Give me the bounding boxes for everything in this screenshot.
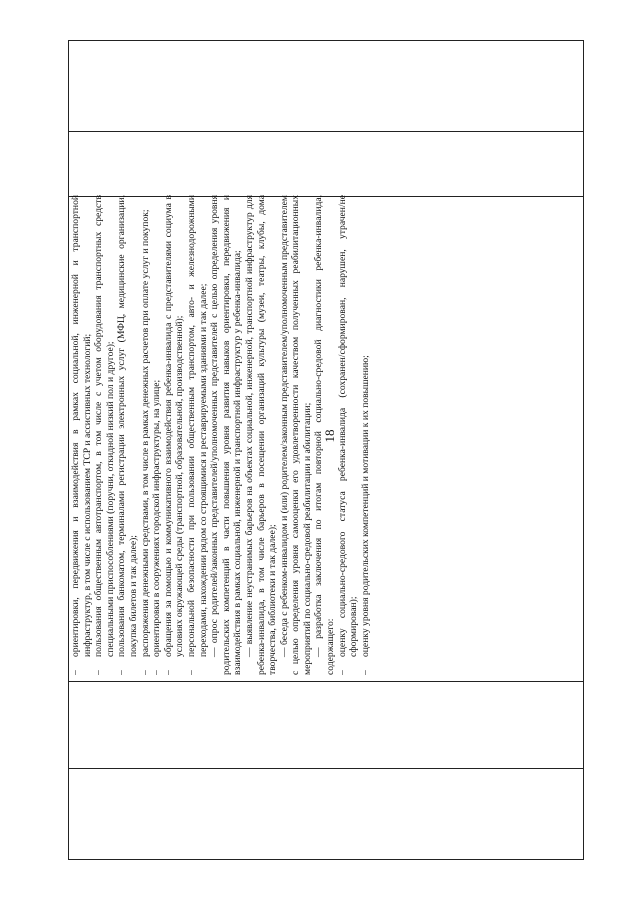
- list-item: [151, 195, 163, 675]
- list-item-text: ориентировки, передвижения и взаимодействия в рамках социальной, инженерной и транспортной инфраструктур, в том числе с использованием ТСР и ассистивных технологий;: [70, 195, 93, 657]
- list-dash: –: [116, 670, 128, 675]
- paragraph: [313, 195, 336, 675]
- list-dash: –: [359, 670, 371, 675]
- table-cell-content: [70, 195, 582, 675]
- list-item-text: распоряжения денежными средствами, в том числе в рамках денежных расчетов при оплате услуг и покупок;: [139, 209, 151, 657]
- list-item: [163, 195, 186, 675]
- paragraph-text: выявление неустранимых барьеров на объектах социальной, инженерной, транспортной инфраструктур для ребенка-инвалида, в том числе барьеров в посещении организаций культуры (музеи, театры, клубы, дома творчества, библиотеки и так далее);: [243, 195, 279, 675]
- paragraph: [209, 195, 244, 675]
- list-item-text: пользования общественным автотранспортом, в том числе с учетом оборудования транспортных средств специальными приспособлениями (поручни, откидной низкий пол и другое);: [93, 195, 116, 657]
- page-number: 18: [322, 429, 337, 443]
- list-dash: –: [151, 670, 163, 675]
- list-item-text: пользования банкоматом, терминалами регистрации электронных услуг (МФЦ, медицинские организации, покупка билетов и так далее);: [116, 195, 139, 657]
- list-dash: –: [336, 670, 348, 675]
- table-row-divider: [69, 768, 583, 769]
- list-item-text: персональной безопасности при пользовании общественным транспортом, авто- и железнодорожными переходами, нахождении рядом со строящимися и реставрируемыми зданиями и так далее;: [185, 195, 209, 657]
- rotated-text-block: [70, 195, 582, 675]
- list-item: [337, 195, 360, 675]
- table-row-divider: [69, 681, 583, 682]
- table-row-divider: [69, 131, 583, 132]
- list-dash: –: [70, 670, 81, 675]
- list-dash: –: [139, 670, 151, 675]
- paragraph-dash: —: [209, 647, 221, 657]
- paragraph-dash: —: [278, 647, 290, 657]
- list-item-text: оценку социально-средового статуса ребенка-инвалида (сохранен/сформирован, нарушен, утрачен/не сформирован);: [336, 195, 360, 657]
- list-item: [116, 195, 139, 675]
- list-item: [360, 195, 372, 675]
- paragraph-text: опрос родителей/законных представителей/уполномоченных представителей с целью определения уровня родительских компетенций в части повышения уровня развития навыков ориентировки, передвижения и взаимодействия в рамках социальной, инженерной и транспортной инфраструктур у ребенка-инвалида;: [209, 195, 244, 675]
- paragraph-text: беседа с ребенком-инвалидом и (или) родителем/законным представителем/уполномоченным представителем с целью определения уровня самооценки его удовлетворенности качеством полученных реабилитационных мероприятий по социально-средовой реабилитации и абилитации;: [278, 195, 313, 675]
- list-item-text: обращения за помощью и коммуникативного взаимодействия ребенка-инвалида с представителями социума в условиях окружающей среды (транспортной, образовательной, производственной);: [162, 195, 186, 657]
- paragraph-dash: —: [313, 647, 325, 657]
- list-item-text: ориентировки в сооружениях городской инфраструктуры, на улице;: [151, 379, 163, 657]
- list-item-text: оценку уровня родительских компетенций и мотивации к их повышению;: [359, 355, 371, 657]
- list-dash: –: [162, 670, 174, 675]
- list-dash: –: [185, 670, 197, 675]
- list-item: [186, 195, 209, 675]
- paragraph: [244, 195, 279, 675]
- list-item: [70, 195, 93, 675]
- list-dash: –: [93, 670, 105, 675]
- paragraph: [279, 195, 314, 675]
- list-item: [140, 195, 152, 675]
- list-item: [93, 195, 116, 675]
- paragraph-dash: —: [243, 647, 255, 657]
- paragraph-text: разработка заключения по итогам повторной социально-средовой диагностики ребенка-инвалида, содержащего:: [313, 195, 337, 675]
